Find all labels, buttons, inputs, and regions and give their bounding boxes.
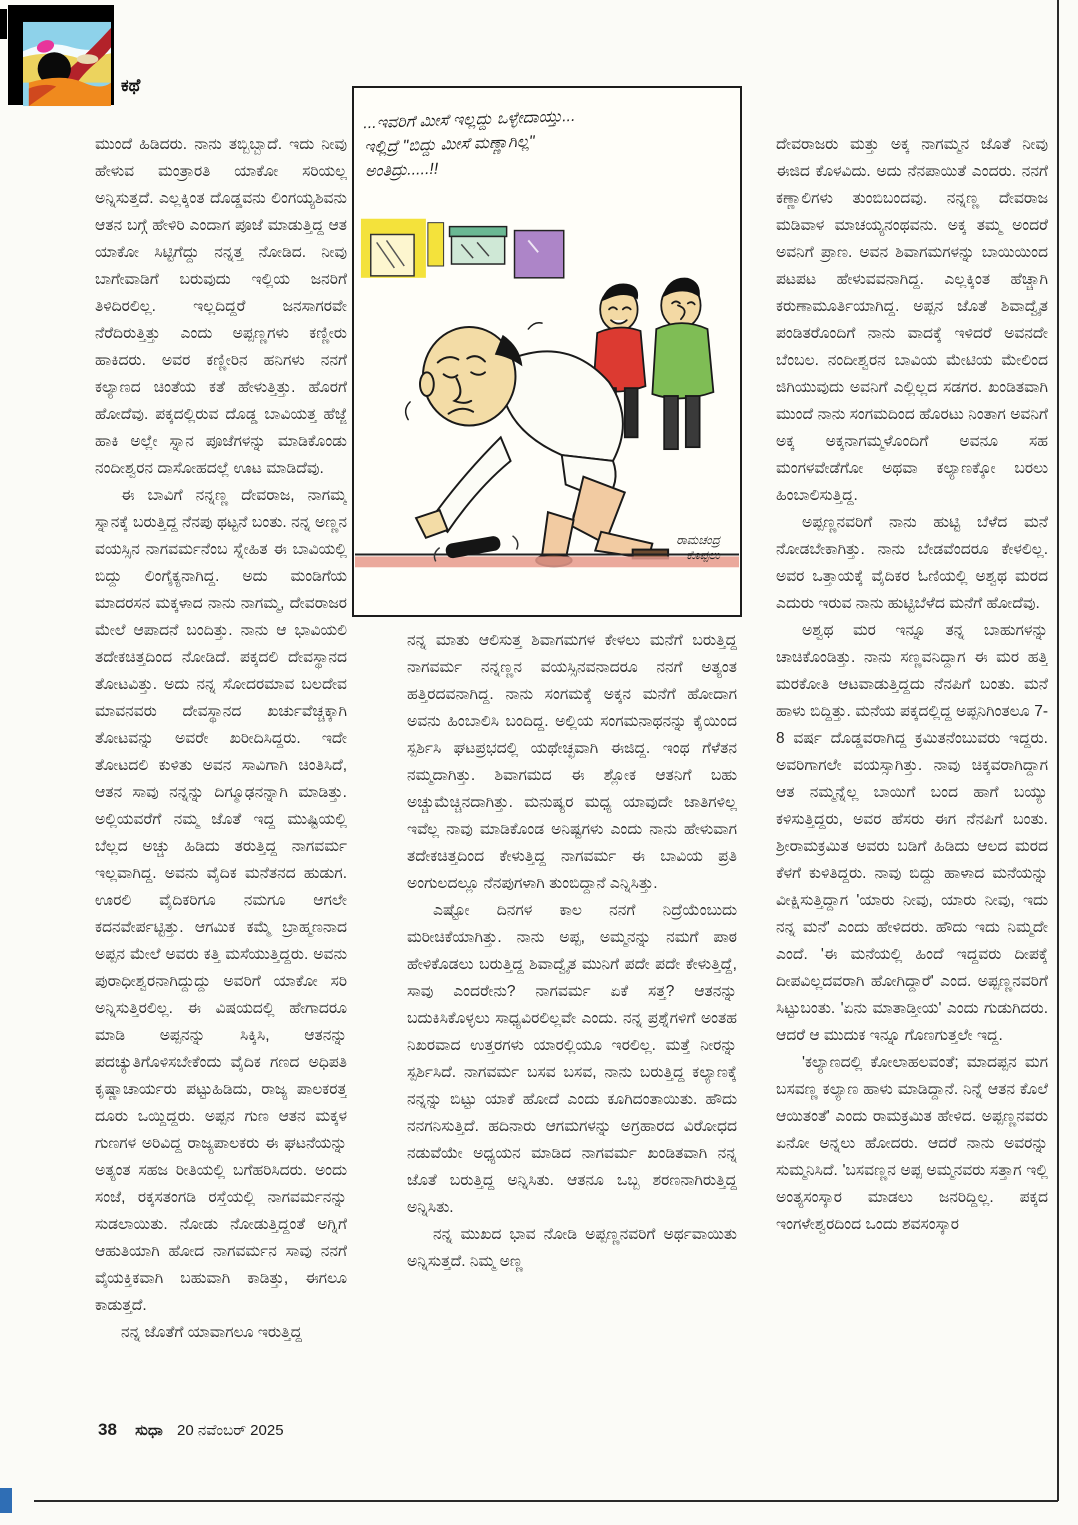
cartoon-panel [352, 86, 742, 617]
story-paragraph: ನನ್ನ ಮುಖದ ಭಾವ ನೋಡಿ ಅಪ್ಪಣ್ಣನವರಿಗೆ ಅರ್ಥವಾಯಿತು ಅನ್ನಿಸುತ್ತದೆ. ನಿಮ್ಮ ಅಣ್ಣ [407, 1226, 737, 1270]
story-paragraph: ಈ ಬಾವಿಗೆ ನನ್ನಣ್ಣ ದೇವರಾಜ, ನಾಗಮ್ಮ ಸ್ನಾನಕ್ಕೆ ಬರುತ್ತಿದ್ದ ನೆನಪು ಥಟ್ಟನೆ ಬಂತು. ನನ್ನ ಅಣ್ಣನ ವಯಸ್ಸಿನ ನಾಗವರ್ಮನೆಂಬ ಸ್ನೇಹಿತ ಈ ಬಾವಿಯಲ್ಲಿ ಬಿದ್ದು ಲಿಂಗೈಕ್ಯನಾಗಿದ್ದ. ಅದು ಮಂಡಿಗೆಯ ಮಾದರಸನ ಮಕ್ಕಳಾದ ನಾನು ನಾಗಮ್ಮ, ದೇವರಾಜರ ಮೇಲೆ ಆಪಾದನೆ ಬಂದಿತ್ತು. ನಾನು ಆ ಭಾವಿಯಲಿ ತದೇಕಚಿತ್ತದಿಂದ ನೋಡಿದೆ. ಪಕ್ಕದಲಿ ದೇವಸ್ಥಾನದ ತೋಟವಿತ್ತು. ಅದು ನನ್ನ ಸೋದರಮಾವ ಬಲದೇವ ಮಾವನವರು ದೇವಸ್ಥಾನದ ಖರ್ಚುವೆಚ್ಚಕ್ಕಾಗಿ ತೋಟವನ್ನು ಅವರೇ ಖರೀದಿಸಿದ್ದರು. ಇದೇ ತೋಟದಲಿ ಕುಳಿತು ಅವನ ಸಾವಿಗಾಗಿ ಚಿಂತಿಸಿದೆ, ಆತನ ಸಾವು ನನ್ನನ್ನು ದಿಗ್ಮೂಢನನ್ನಾಗಿ ಮಾಡಿತ್ತು. ಅಲ್ಲಿಯವರೆಗೆ ನಮ್ಮ ಜೊತೆ ಇದ್ದ ಮುಷ್ಟಿಯಲ್ಲಿ ಬೆಲ್ಲದ ಅಚ್ಚು ಹಿಡಿದು ತರುತ್ತಿದ್ದ ನಾಗವರ್ಮ ಇಲ್ಲವಾಗಿದ್ದ. ಅವನು ವೈದಿಕ ಮನೆತನದ ಹುಡುಗ. ಊರಲಿ ವೈದಿಕರಿಗೂ ನಮಗೂ ಆಗಲೇ ಕದನವೇರ್ಪಟ್ಟಿತ್ತು. ಆಗಮಿಕ ಕಮ್ಮೆ ಬ್ರಾಹ್ಮಣನಾದ ಅಪ್ಪನ ಮೇಲೆ ಅವರು ಕತ್ತಿ ಮಸೆಯುತ್ತಿದ್ದರು. ಅವನು ಪುರಾಧೀಶ್ವರನಾಗಿದ್ದುದ್ದು ಅವರಿಗೆ ಯಾಕೋ ಸರಿ ಅನ್ನಿಸುತ್ತಿರಲಿಲ್ಲ. ಈ ವಿಷಯದಲ್ಲಿ ಹೇಗಾದರೂ ಮಾಡಿ ಅಪ್ಪನನ್ನು ಸಿಕ್ಕಿಸಿ, ಆತನನ್ನು ಪದಚ್ಯುತಿಗೊಳಿಸಬೇಕೆಂದು ವೈದಿಕ ಗಣದ ಅಧಿಪತಿ ಕೃಷ್ಣಾಚಾರ್ಯರು ಪಟ್ಟುಹಿಡಿದು, ರಾಜ್ಯ ಪಾಲಕರತ್ತ ದೂರು ಒಯ್ದಿದ್ದರು. ಅಪ್ಪನ ಗುಣ ಆತನ ಮಕ್ಕಳ ಗುಣಗಳ ಅರಿವಿದ್ದ ರಾಜ್ಯಪಾಲಕರು ಈ ಘಟನೆಯನ್ನು ಅತ್ಯಂತ ಸಹಜ ರೀತಿಯಲ್ಲಿ ಬಗೆಹರಿಸಿದರು. ಅಂದು ಸಂಜೆ, ರಕ್ಕಸತಂಗಡಿ ರಸ್ತೆಯಲ್ಲಿ ನಾಗವರ್ಮನನ್ನು ಸುಡಲಾಯಿತು. ನೋಡು ನೋಡುತ್ತಿದ್ದಂತೆ ಅಗ್ನಿಗೆ ಆಹುತಿಯಾಗಿ ಹೋದ ನಾಗವರ್ಮನ ಸಾವು ನನಗೆ ವೈಯಕ್ತಿಕವಾಗಿ ಬಹುವಾಗಿ ಕಾಡಿತ್ತು, ಈಗಲೂ ಕಾಡುತ್ತದೆ. [95, 487, 347, 1314]
corner-blue-mark [0, 1488, 12, 1513]
story-paragraph: ಅಶ್ವಥ ಮರ ಇನ್ನೂ ತನ್ನ ಬಾಹುಗಳನ್ನು ಚಾಚಿಕೊಂಡಿತ್ತು. ನಾನು ಸಣ್ಣವನಿದ್ದಾಗ ಈ ಮರ ಹತ್ತಿ ಮರಕೋತಿ ಆಟವಾಡುತ್ತಿದ್ದದು ನೆನಪಿಗೆ ಬಂತು. ಮನೆ ಹಾಳು ಬಿದ್ದಿತ್ತು. ಮನೆಯ ಪಕ್ಕದಲ್ಲಿದ್ದ ಅಪ್ಪನಿಗಿಂತಲೂ 7-8 ವರ್ಷ ದೊಡ್ಡವರಾಗಿದ್ದ ಕ್ರಮಿತನೆಂಬುವರು ಇದ್ದರು. ಅವರಿಗಾಗಲೇ ವಯಸ್ಸಾಗಿತ್ತು. ನಾವು ಚಿಕ್ಕವರಾಗಿದ್ದಾಗ ಆತ ನಮ್ಮನ್ನೆಲ್ಲ ಬಾಯಿಗೆ ಬಂದ ಹಾಗೆ ಬಯ್ಯು ಕಳಿಸುತ್ತಿದ್ದರು, ಅವರ ಹೆಸರು ಈಗ ನೆನಪಿಗೆ ಬಂತು. ಶ್ರೀರಾಮಕ್ರಮಿತ ಅವರು ಬಡಿಗೆ ಹಿಡಿದು ಆಲದ ಮರದ ಕೆಳಗೆ ಕುಳಿತಿದ್ದರು. ನಾವು ಬಿದ್ದು ಹಾಳಾದ ಮನೆಯನ್ನು ವೀಕ್ಷಿಸುತ್ತಿದ್ದಾಗ 'ಯಾರು ನೀವು, ಯಾರು ನೀವು, ಇದು ನನ್ನ ಮನೆ' ಎಂದು ಹೇಳಿದರು. ಹೌದು ಇದು ನಿಮ್ಮದೇ ಎಂದೆ. 'ಈ ಮನೆಯಲ್ಲಿ ಹಿಂದೆ ಇದ್ದವರು ದೀಪಕ್ಕೆ ದೀಪವಿಲ್ಲದವರಾಗಿ ಹೋಗಿದ್ದಾರೆ' ಎಂದ. ಅಪ್ಪಣ್ಣನವರಿಗೆ ಸಿಟ್ಟುಬಂತು. 'ಏನು ಮಾತಾಡ್ತೀಯ' ಎಂದು ಗುಡುಗಿದರು. ಆದರೆ ಆ ಮುದುಕ ಇನ್ನೂ ಗೊಣಗುತ್ತಲೇ ಇದ್ದ. [776, 622, 1048, 1044]
story-paragraph: ಮುಂದೆ ಹಿಡಿದರು. ನಾನು ತಬ್ಬಿಬ್ಬಾದೆ. ಇದು ನೀವು ಹೇಳುವ ಮಂತ್ರಾರತಿ ಯಾಕೋ ಸರಿಯಲ್ಲ ಅನ್ನಿಸುತ್ತದೆ. ಎಲ್ಲಕ್ಕಿಂತ ದೊಡ್ಡವನು ಲಿಂಗಯ್ಯಶಿವನು ಆತನ ಬಗ್ಗೆ ಹೇಳಿರಿ ಎಂದಾಗ ಪೂಜೆ ಮಾಡುತ್ತಿದ್ದ ಆತ ಯಾಕೋ ಸಿಟ್ಟಿಗೆದ್ದು ನನ್ನತ್ತ ನೋಡಿದ. ನೀವು ಬಾಗೇವಾಡಿಗೆ ಬರುವುದು ಇಲ್ಲಿಯ ಜನರಿಗೆ ತಿಳಿದಿರಲಿಲ್ಲ. ಇಲ್ಲದಿದ್ದರೆ ಜನಸಾಗರವೇ ನೆರೆದಿರುತ್ತಿತ್ತು ಎಂದು ಅಪ್ಪಣ್ಣಗಳು ಕಣ್ಣೀರು ಹಾಕಿದರು. ಅವರ ಕಣ್ಣೀರಿನ ಹನಿಗಳು ನನಗೆ ಕಲ್ಯಾಣದ ಚಿಂತೆಯ ಕತೆ ಹೇಳುತ್ತಿತ್ತು. ಹೊರಗೆ ಹೋದೆವು. ಪಕ್ಕದಲ್ಲಿರುವ ದೊಡ್ಡ ಬಾವಿಯತ್ತ ಹೆಜ್ಜೆ ಹಾಕಿ ಅಲ್ಲೇ ಸ್ನಾನ ಪೂಜೆಗಳನ್ನು ಮಾಡಿಕೊಂಡು ನಂದೀಶ್ವರನ ದಾಸೋಹದಲ್ಲೆ ಊಟ ಮಾಡಿದೆವು. [95, 136, 347, 477]
story-column-1 [95, 131, 347, 1415]
caption-line-3: ಅಂತಿದ್ರು.....!! [364, 160, 439, 181]
caption-line-2: ಇಲ್ಲಿದ್ರೆ "ಬಿದ್ದು ಮೀಸೆ ಮಣ್ಣಾಗಿಲ್ಲ" [363, 133, 535, 157]
story-paragraph: 'ಕಲ್ಯಾಣದಲ್ಲಿ ಕೋಲಾಹಲವಂತೆ; ಮಾದಪ್ಪನ ಮಗ ಬಸವಣ್ಣ ಕಲ್ಯಾಣ ಹಾಳು ಮಾಡಿದ್ದಾನೆ. ನಿನ್ನೆ ಆತನ ಕೊಲೆ ಆಯಿತಂತೆ' ಎಂದು ರಾಮಕ್ರಮಿತ ಹೇಳಿದ. ಅಪ್ಪಣ್ಣನವರು ಏನೋ ಅನ್ನಲು ಹೋದರು. ಆದರೆ ನಾನು ಅವರನ್ನು ಸುಮ್ಮನಿಸಿದೆ. 'ಬಸವಣ್ಣನ ಅಪ್ಪ ಅಮ್ಮನವರು ಸತ್ತಾಗ ಇಲ್ಲಿ ಅಂತ್ಯಸಂಸ್ಕಾರ ಮಾಡಲು ಜನರಿದ್ದಿಲ್ಲ. ಪಕ್ಕದ ಇಂಗಳೇಶ್ವರದಿಂದ ಒಂದು ಶವಸಂಸ್ಕಾರ [776, 1054, 1048, 1233]
story-column-3 [776, 131, 1048, 1415]
logo-abstract-art-icon [23, 21, 111, 107]
section-label: ಕಥೆ [121, 76, 141, 95]
cartoonist-signature [676, 533, 720, 563]
signature-line-1: ರಾಮಚಂದ್ರ [676, 533, 720, 547]
cartoon-illustration [355, 216, 739, 572]
story-column-2 [407, 627, 737, 1417]
page-number: 38 [98, 1420, 117, 1439]
story-paragraph: ನನ್ನ ಜೊತೆಗೆ ಯಾವಾಗಲೂ ಇರುತ್ತಿದ್ದ [121, 1324, 302, 1341]
logo-edge-tab [0, 9, 7, 39]
story-paragraph: ದೇವರಾಜರು ಮತ್ತು ಅಕ್ಕ ನಾಗಮ್ಮನ ಜೊತೆ ನೀವು ಈಜಿದ ಕೊಳವಿದು. ಅದು ನೆನಪಾಯಿತೆ ಎಂದರು. ನನಗೆ ಕಣ್ಣಾಲಿಗಳು ತುಂಬಿಬಂದವು. ನನ್ನಣ್ಣ ದೇವರಾಜ ಮಡಿವಾಳ ಮಾಚಯ್ಯನಂಥವನು. ಅಕ್ಕ ತಮ್ಮ ಅಂದರೆ ಅವನಿಗೆ ಪ್ರಾಣ. ಅವನ ಶಿವಾಗಮಗಳನ್ನು ಬಾಯಿಯಿಂದ ಪಟಪಟ ಹೇಳುವವನಾಗಿದ್ದ. ಎಲ್ಲಕ್ಕಿಂತ ಹೆಚ್ಚಾಗಿ ಕರುಣಾಮೂರ್ತಿಯಾಗಿದ್ದ. ಅಪ್ಪನ ಜೊತೆ ಶಿವಾದ್ವೈತ ಪಂಡಿತರೊಂದಿಗೆ ನಾನು ವಾದಕ್ಕೆ ಇಳಿದರೆ ಅವನದೇ ಬೆಂಬಲ. ನಂದೀಶ್ವರನ ಬಾವಿಯ ಮೇಟಿಯ ಮೇಲಿಂದ ಜಿಗಿಯುವುದು ಅವನಿಗೆ ಎಲ್ಲಿಲ್ಲದ ಸಡಗರ. ಖಂಡಿತವಾಗಿ ಮುಂದೆ ನಾನು ಸಂಗಮದಿಂದ ಹೊರಟು ನಿಂತಾಗ ಅವನಿಗೆ ಅಕ್ಕ ಅಕ್ಕನಾಗಮ್ಮಳೊಂದಿಗೆ ಅವನೂ ಸಹ ಮಂಗಳವೇಡೆಗೋ ಅಥವಾ ಕಲ್ಯಾಣಕ್ಕೋ ಬರಲು ಹಿಂಬಾಲಿಸುತ್ತಿದ್ದ. [776, 136, 1048, 504]
bottom-edge-rule [34, 1500, 1058, 1502]
issue-date: 20 ನವೆಂಬರ್ 2025 [177, 1422, 284, 1439]
story-paragraph: ನನ್ನ ಮಾತು ಆಲಿಸುತ್ತ ಶಿವಾಗಮಗಳ ಕೇಳಲು ಮನೆಗೆ ಬರುತ್ತಿದ್ದ ನಾಗವರ್ಮ ನನ್ನಣ್ಣನ ವಯಸ್ಸಿನವನಾದರೂ ನನಗೆ ಅತ್ಯಂತ ಹತ್ತಿರದವನಾಗಿದ್ದ. ನಾನು ಸಂಗಮಕ್ಕೆ ಅಕ್ಕನ ಮನೆಗೆ ಹೋದಾಗ ಅವನು ಹಿಂಬಾಲಿಸಿ ಬಂದಿದ್ದ. ಅಲ್ಲಿಯ ಸಂಗಮನಾಥನನ್ನು ಕೈಯಿಂದ ಸ್ಪರ್ಶಿಸಿ ಘಟಪ್ರಭದಲ್ಲಿ ಯಥೇಚ್ಛವಾಗಿ ಈಜಿದ್ದ. ಇಂಥ ಗೆಳೆತನ ನಮ್ಮದಾಗಿತ್ತು. ಶಿವಾಗಮದ ಈ ಶ್ಲೋಕ ಆತನಿಗೆ ಬಹು ಅಚ್ಚುಮೆಚ್ಚಿನದಾಗಿತ್ತು. ಮನುಷ್ಯರ ಮಧ್ಯ ಯಾವುದೇ ಜಾತಿಗಳಿಲ್ಲ ಇವೆಲ್ಲ ನಾವು ಮಾಡಿಕೊಂಡ ಅನಿಷ್ಟಗಳು ಎಂದು ನಾನು ಹೇಳುವಾಗ ತದೇಕಚಿತ್ತದಿಂದ ಕೇಳುತ್ತಿದ್ದ ನಾಗವರ್ಮ ಈ ಬಾವಿಯ ಪ್ರತಿ ಅಂಗುಲದಲ್ಲೂ ನೆನಪುಗಳಾಗಿ ತುಂಬಿದ್ದಾನೆ ಎನ್ನಿಸಿತ್ತು. [407, 632, 737, 892]
magazine-name: ಸುಧಾ [135, 1422, 163, 1439]
story-paragraph: ಎಷ್ಟೋ ದಿನಗಳ ಕಾಲ ನನಗೆ ನಿದ್ರೆಯೆಂಬುದು ಮರೀಚಿಕೆಯಾಗಿತ್ತು. ನಾನು ಅಪ್ಪ, ಅಮ್ಮನನ್ನು ನಮಗೆ ಪಾಠ ಹೇಳಿಕೊಡಲು ಬರುತ್ತಿದ್ದ ಶಿವಾದ್ವೈತ ಮುನಿಗೆ ಪದೇ ಪದೇ ಕೇಳುತ್ತಿದ್ದೆ, ಸಾವು ಎಂದರೇನು? ನಾಗವರ್ಮ ಏಕೆ ಸತ್ತ? ಆತನನ್ನು ಬದುಕಿಸಿಕೊಳ್ಳಲು ಸಾಧ್ಯವಿರಲಿಲ್ಲವೇ ಎಂದು. ನನ್ನ ಪ್ರಶ್ನೆಗಳಿಗೆ ಅಂತಹ ನಿಖರವಾದ ಉತ್ತರಗಳು ಯಾರಲ್ಲಿಯೂ ಇರಲಿಲ್ಲ. ಮತ್ತೆ ನೀರನ್ನು ಸ್ಪರ್ಶಿಸಿದೆ. ನಾಗವರ್ಮ ಬಸವ ಬಸವ, ನಾನು ಬರುತ್ತಿದ್ದ ಕಲ್ಯಾಣಕ್ಕೆ ನನ್ನನ್ನು ಬಿಟ್ಟು ಯಾಕೆ ಹೋದೆ ಎಂದು ಕೂಗಿದಂತಾಯಿತು. ಹೌದು ನನಗನಿಸುತ್ತಿದೆ. ಹದಿನಾರು ಆಗಮಗಳನ್ನು ಅಗ್ರಹಾರದ ವಿರೋಧದ ನಡುವೆಯೇ ಅಧ್ಯಯನ ಮಾಡಿದ ನಾಗವರ್ಮ ಖಂಡಿತವಾಗಿ ನನ್ನ ಜೊತೆ ಬರುತ್ತಿದ್ದ ಅನ್ನಿಸಿತು. ಆತನೂ ಒಬ್ಬ ಶರಣನಾಗಿರುತ್ತಿದ್ದ ಅನ್ನಿಸಿತು. [407, 902, 737, 1216]
signature-line-2: ಕೊಪ್ಪಲು [686, 548, 720, 562]
right-edge-rule [1057, 0, 1059, 1501]
caption-line-1: ...ಇವರಿಗೆ ಮೀಸೆ ಇಲ್ಲದ್ದು ಒಳ್ಳೇದಾಯ್ತು... [362, 107, 576, 133]
story-paragraph: ಅಪ್ಪಣ್ಣನವರಿಗೆ ನಾನು ಹುಟ್ಟಿ ಬೆಳೆದ ಮನೆ ನೋಡಬೇಕಾಗಿತ್ತು. ನಾನು ಬೇಡವೆಂದರೂ ಕೇಳಲಿಲ್ಲ. ಅವರ ಒತ್ತಾಯಕ್ಕೆ ವೈದಿಕರ ಓಣಿಯಲ್ಲಿ ಅಶ್ವಥ ಮರದ ಎದುರು ಇರುವ ನಾನು ಹುಟ್ಟಿಬೆಳೆದ ಮನೆಗೆ ಹೋದೆವು. [776, 514, 1048, 612]
page-footer [98, 1420, 284, 1440]
cartoon-caption [363, 100, 725, 185]
